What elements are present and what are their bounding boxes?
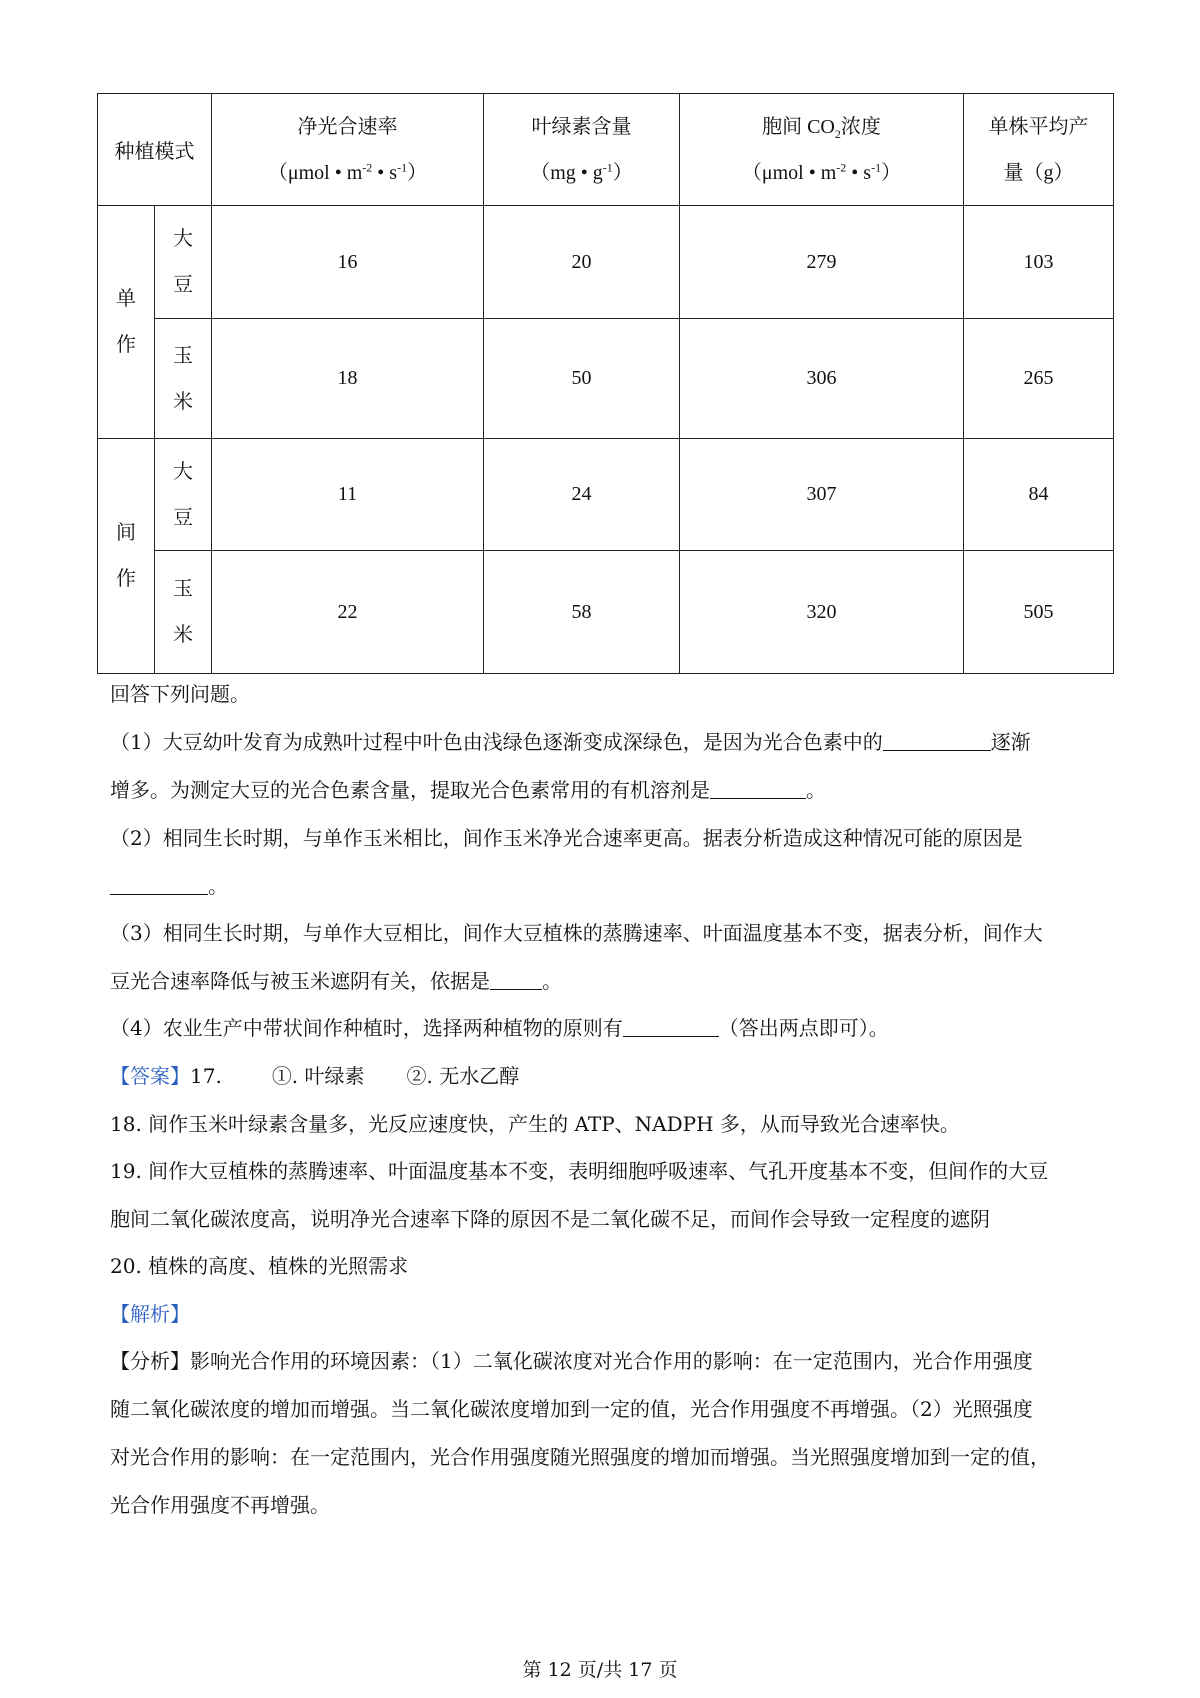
answer-blank xyxy=(883,728,991,751)
table-cell: 103 xyxy=(964,206,1114,319)
table-cell: 84 xyxy=(964,439,1114,551)
question-2: （2）相同生长时期，与单作玉米相比，间作玉米净光合速率更高。据表分析造成这种情况可能的原因是 。 xyxy=(110,826,1023,898)
answer-19: 19. 间作大豆植株的蒸腾速率、叶面温度基本不变，表明细胞呼吸速率、气孔开度基本不变，但间作的大豆 胞间二氧化碳浓度高，说明净光合速率下降的原因不是二氧化碳不足，而间作会导致一定程度的遮阴 xyxy=(110,1159,1049,1231)
question-4: （4）农业生产中带状间作种植时，选择两种植物的原则有 （答出两点即可）。 xyxy=(110,1016,889,1040)
table-cell: 50 xyxy=(484,319,680,439)
questions-intro: 回答下列问题。 xyxy=(110,682,250,706)
answer-blank xyxy=(490,967,542,990)
table-header-row xyxy=(98,94,1114,206)
table-row xyxy=(98,439,1114,551)
answer-blank xyxy=(110,872,208,895)
header-net-photosynthesis: 净光合速率 （μmol • $m^{-2}$ • $s^{-1}$） xyxy=(212,94,484,206)
table-cell: 505 xyxy=(964,551,1114,674)
table-cell: 320 xyxy=(680,551,964,674)
analysis-label: 【解析】 xyxy=(110,1302,190,1326)
table-cell: 306 xyxy=(680,319,964,439)
answer-blank xyxy=(623,1014,719,1037)
table-row xyxy=(98,319,1114,439)
answer-label: 【答案】 xyxy=(110,1064,190,1088)
group-label: 单作 xyxy=(98,206,155,439)
group-label: 间作 xyxy=(98,439,155,674)
table-cell: 58 xyxy=(484,551,680,674)
crop-label: 大豆 xyxy=(155,206,212,319)
header-co2-concentration: 胞间 $CO_2$浓度 （μmol • $m^{-2}$ • $s^{-1}$） xyxy=(680,94,964,206)
table-cell: 11 xyxy=(212,439,484,551)
data-table xyxy=(97,93,1114,674)
crop-label: 玉米 xyxy=(155,551,212,674)
analysis-body: 【分析】影响光合作用的环境因素：（1）二氧化碳浓度对光合作用的影响：在一定范围内，光合作用强度 随二氧化碳浓度的增加而增强。当二氧化碳浓度增加到一定的值，光合作用强度不再增强。（2）光照强度 对光合作用的影响：在一定范围内，光合作用强度随光照强度的增加而增强。当光照强度增加到一定的值， 光合作用强度不再增强。 xyxy=(110,1349,1050,1517)
page-footer: 第 12 页/共 17 页 xyxy=(522,1659,678,1681)
crop-label: 玉米 xyxy=(155,319,212,439)
question-3: （3）相同生长时期，与单作大豆相比，间作大豆植株的蒸腾速率、叶面温度基本不变，据表分析，间作大 豆光合速率降低与被玉米遮阴有关，依据是 。 xyxy=(110,921,1043,993)
answer-18: 18. 间作玉米叶绿素含量多，光反应速度快，产生的 ATP、NADPH 多，从而导致光合速率快。 xyxy=(110,1112,960,1136)
table-row xyxy=(98,206,1114,319)
table-cell: 279 xyxy=(680,206,964,319)
table-cell: 18 xyxy=(212,319,484,439)
crop-label: 大豆 xyxy=(155,439,212,551)
table-cell: 265 xyxy=(964,319,1114,439)
question-1: （1）大豆幼叶发育为成熟叶过程中叶色由浅绿色逐渐变成深绿色，是因为光合色素中的 逐渐 增多。为测定大豆的光合色素含量，提取光合色素常用的有机溶剂是 。 xyxy=(110,730,1031,802)
header-mode: 种植模式 xyxy=(98,94,212,206)
table-cell: 24 xyxy=(484,439,680,551)
table-row xyxy=(98,551,1114,674)
table-cell: 22 xyxy=(212,551,484,674)
answer-17: 【答案】17. ①. 叶绿素 ②. 无水乙醇 xyxy=(110,1064,520,1088)
header-yield: 单株平均产 量（g） xyxy=(964,94,1114,206)
answer-20: 20. 植株的高度、植株的光照需求 xyxy=(110,1254,409,1278)
table-cell: 16 xyxy=(212,206,484,319)
header-chlorophyll: 叶绿素含量 （mg • $g^{-1}$） xyxy=(484,94,680,206)
table-cell: 20 xyxy=(484,206,680,319)
answer-blank xyxy=(710,776,806,799)
table-cell: 307 xyxy=(680,439,964,551)
